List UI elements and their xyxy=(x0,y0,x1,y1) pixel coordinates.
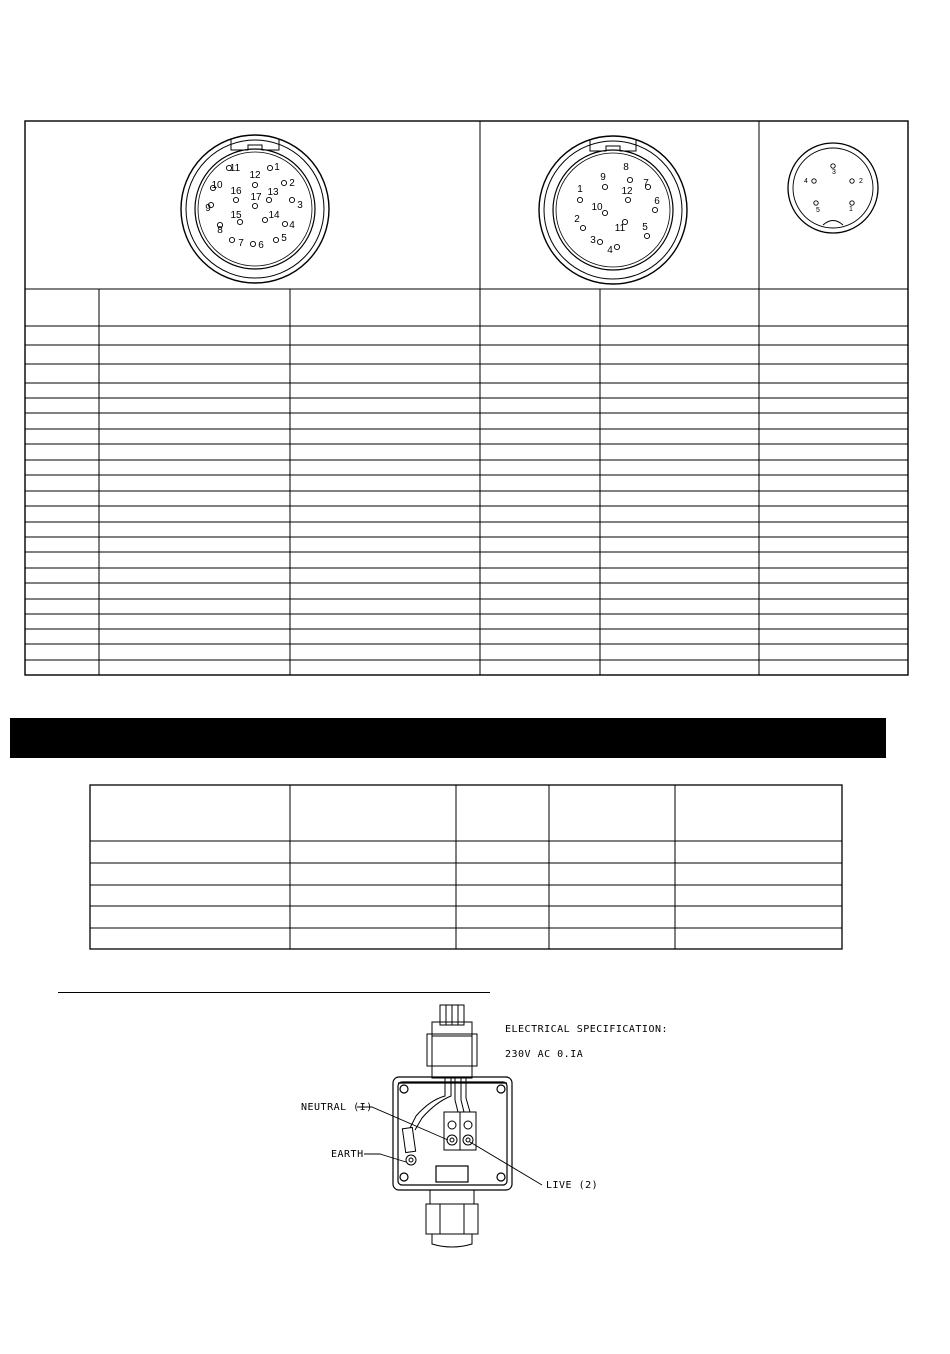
pin-number-label: 13 xyxy=(267,187,279,198)
pin-number-label: 4 xyxy=(289,220,295,231)
connector-17-pin-diagram xyxy=(181,135,329,283)
pin-number-label: 3 xyxy=(832,169,836,176)
pin-number-label: 5 xyxy=(642,222,648,233)
section-header-bar xyxy=(10,718,886,758)
pin-number-label: 1 xyxy=(274,162,280,173)
pin-number-label: 7 xyxy=(643,178,649,189)
pin-number-label: 9 xyxy=(600,172,606,183)
pin-hole xyxy=(812,179,816,183)
pin-number-label: 3 xyxy=(590,235,596,246)
terminal-block xyxy=(444,1112,476,1150)
pin-number-label: 4 xyxy=(804,178,808,185)
connector-12-pins xyxy=(574,162,660,256)
pin-number-label: 10 xyxy=(591,202,603,213)
pin-number-label: 12 xyxy=(249,170,261,181)
spec-table-rows xyxy=(90,841,842,928)
connector-12-pin-diagram xyxy=(539,136,687,284)
earth-leader-line xyxy=(364,1154,406,1162)
live-label: LIVE (2) xyxy=(546,1180,599,1191)
pin-number-label: 11 xyxy=(229,163,241,174)
pin-number-label: 5 xyxy=(816,207,820,214)
electrical-spec-value: 230V AC 0.IA xyxy=(505,1049,584,1060)
pin-number-label: 11 xyxy=(614,223,626,234)
pin-number-label: 16 xyxy=(230,186,242,197)
earth-label: EARTH xyxy=(331,1149,364,1160)
pin-number-label: 17 xyxy=(250,192,262,203)
pin-number-label: 6 xyxy=(258,240,264,251)
pin-number-label: 4 xyxy=(607,245,613,256)
pin-hole xyxy=(282,221,287,226)
internal-wires xyxy=(410,1078,470,1130)
pin-hole xyxy=(814,201,818,205)
pin-number-label: 9 xyxy=(205,203,211,214)
pin-hole xyxy=(644,233,649,238)
pin-number-label: 6 xyxy=(654,196,660,207)
junction-box-wiring-diagram xyxy=(0,990,950,1260)
pin-number-label: 8 xyxy=(623,162,629,173)
connector-17-pins xyxy=(205,162,303,251)
pin-number-label: 5 xyxy=(281,233,287,244)
pin-number-label: 1 xyxy=(849,206,853,213)
pin-table-rows xyxy=(25,326,908,660)
connector-5-pin-diagram xyxy=(788,143,878,233)
connector-5-pins xyxy=(804,164,863,214)
pin-number-label: 7 xyxy=(238,238,244,249)
pin-hole xyxy=(233,197,238,202)
pin-number-label: 2 xyxy=(859,178,863,185)
pin-hole xyxy=(266,197,271,202)
pin-hole xyxy=(625,197,630,202)
pin-hole xyxy=(614,244,619,249)
pin-hole xyxy=(577,197,582,202)
pin-number-label: 8 xyxy=(217,225,223,236)
live-leader-line xyxy=(470,1142,542,1185)
pin-number-label: 2 xyxy=(289,178,295,189)
electrical-spec-title: ELECTRICAL SPECIFICATION: xyxy=(505,1024,669,1035)
pin-hole xyxy=(252,182,257,187)
pin-hole xyxy=(602,210,607,215)
pin-hole xyxy=(250,241,255,246)
spec-table xyxy=(0,780,950,960)
pin-hole xyxy=(281,180,286,185)
pin-hole xyxy=(262,217,267,222)
pin-number-label: 3 xyxy=(297,200,303,211)
pin-hole xyxy=(289,197,294,202)
pin-number-label: 12 xyxy=(621,186,633,197)
pin-hole xyxy=(831,164,835,168)
pin-hole xyxy=(252,203,257,208)
pin-number-label: 15 xyxy=(230,210,242,221)
pin-hole xyxy=(627,177,632,182)
pin-hole xyxy=(652,207,657,212)
section-header-title xyxy=(10,729,22,746)
earth-terminal xyxy=(402,1127,416,1165)
pin-hole xyxy=(580,225,585,230)
neutral-label: NEUTRAL (I) xyxy=(301,1102,373,1113)
pin-number-label: 1 xyxy=(577,184,583,195)
pin-hole xyxy=(229,237,234,242)
pin-number-label: 2 xyxy=(574,214,580,225)
pin-hole xyxy=(597,239,602,244)
pin-hole xyxy=(602,184,607,189)
bottom-cable-gland xyxy=(426,1190,478,1247)
pin-number-label: 14 xyxy=(268,210,280,221)
pin-number-label: 10 xyxy=(211,180,223,191)
pin-hole xyxy=(267,165,272,170)
pin-hole xyxy=(850,201,854,205)
top-cable xyxy=(427,1005,477,1078)
pin-hole xyxy=(273,237,278,242)
pin-hole xyxy=(850,179,854,183)
junction-box xyxy=(393,1077,512,1190)
